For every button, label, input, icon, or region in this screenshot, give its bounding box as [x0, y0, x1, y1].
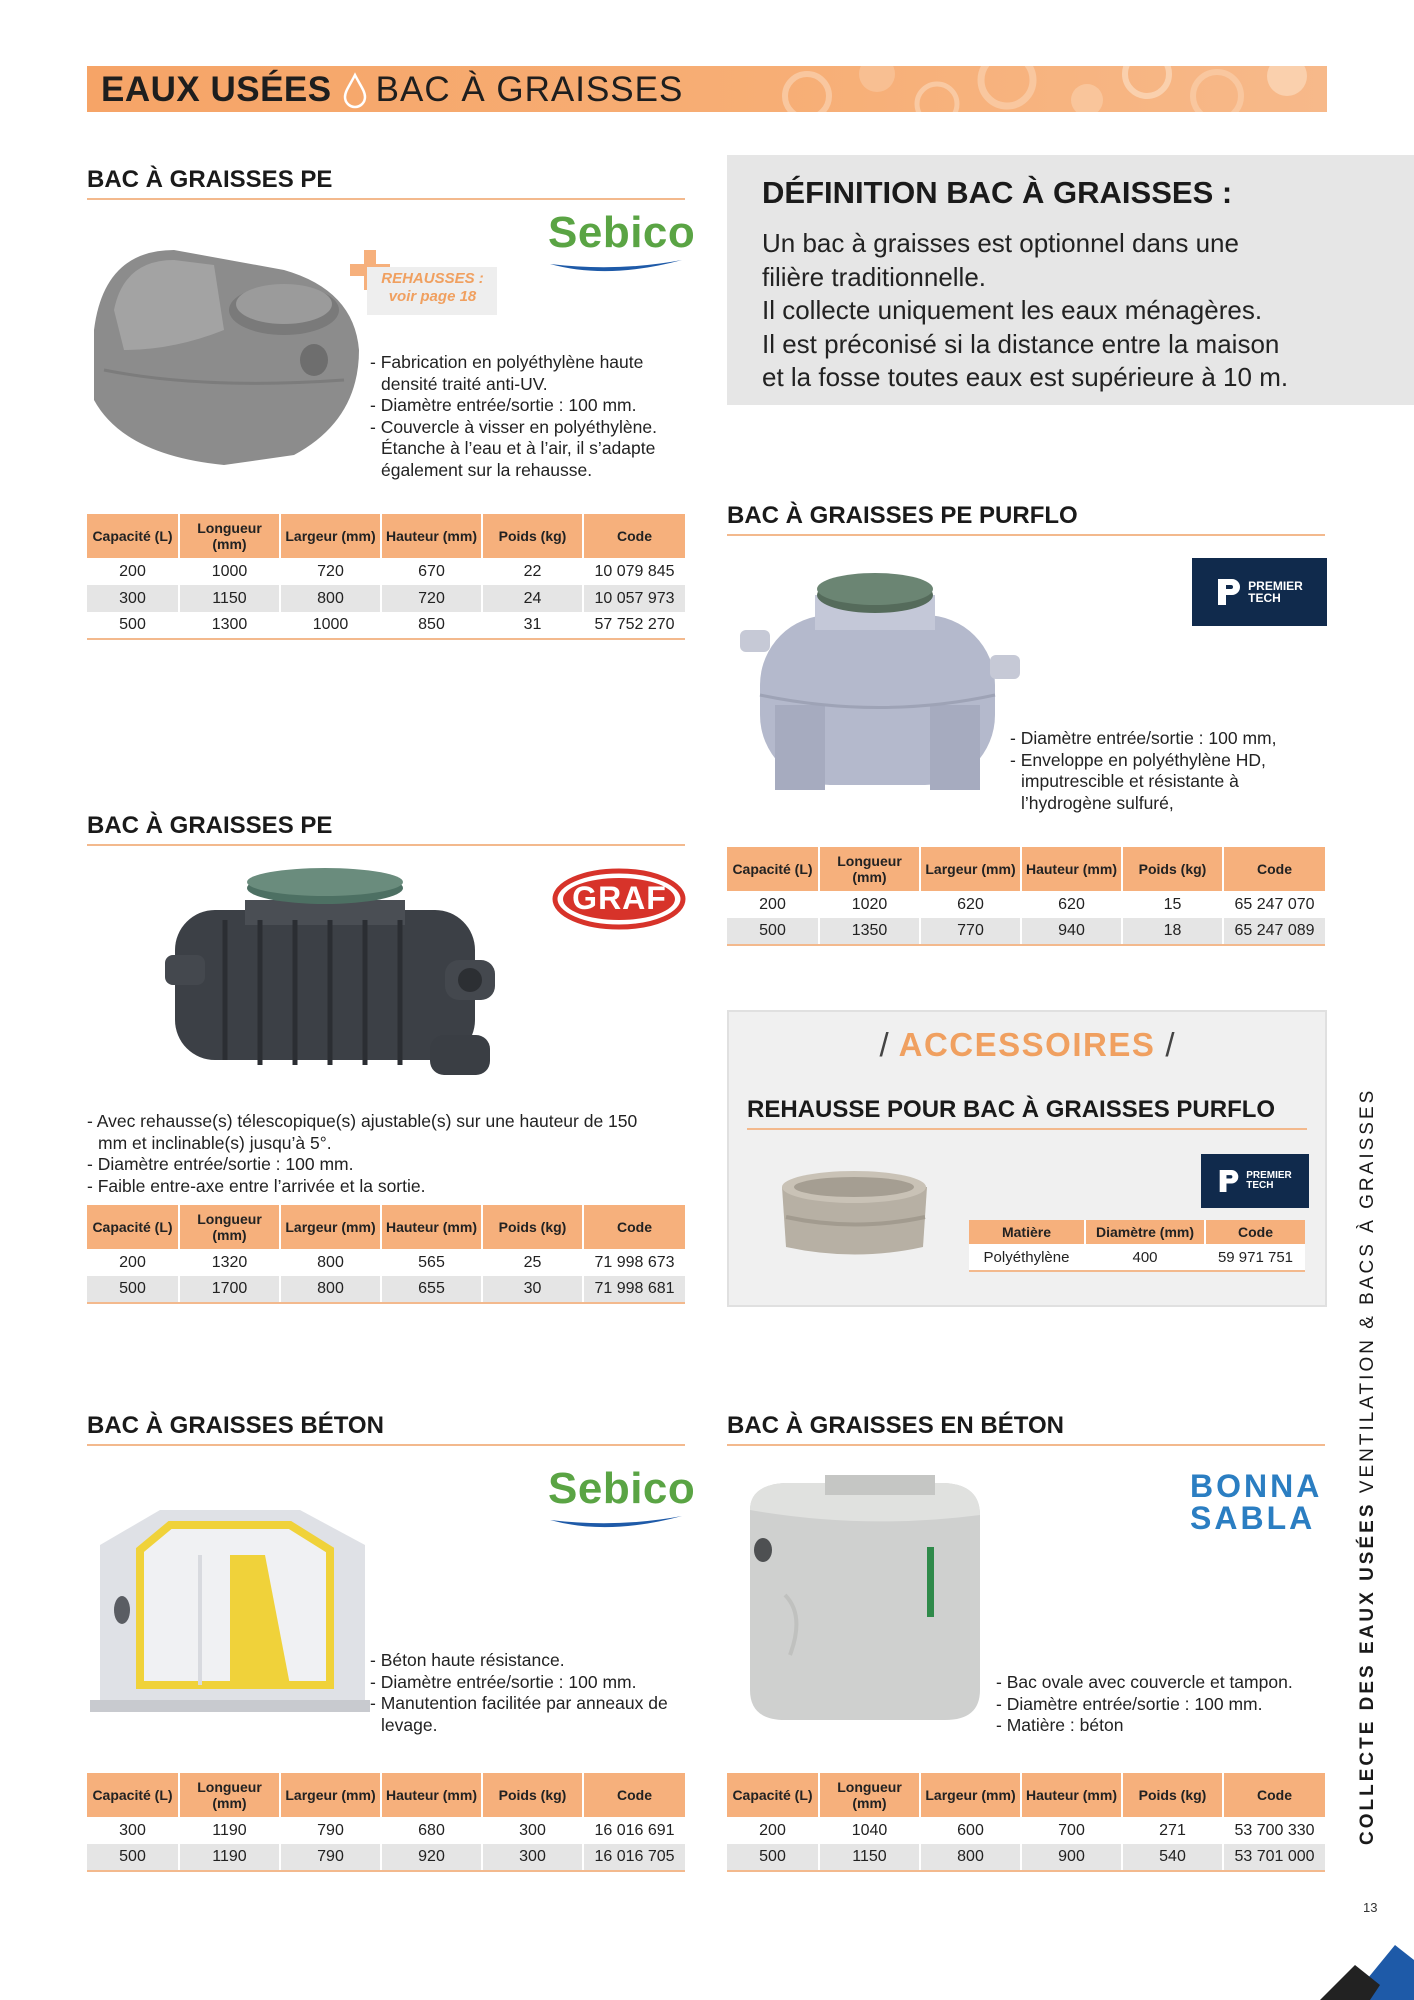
col-header: Capacité (L) [87, 1773, 179, 1817]
section-title-beton-bonna: BAC À GRAISSES EN BÉTON [727, 1412, 1064, 1439]
tank-image-graf [155, 860, 505, 1095]
col-header: Code [583, 1773, 685, 1817]
bullet-item: - Enveloppe en polyéthylène HD, imputrescible et résistante à l’hydrogène sulfuré, [1010, 749, 1266, 813]
table-row: 300 1150 800 720 24 10 057 973 [87, 585, 685, 612]
header-title-light: BAC À GRAISSES [375, 70, 684, 109]
bullet-item: - Faible entre-axe entre l’arrivée et la sortie. [87, 1175, 426, 1196]
col-header: Largeur (mm) [280, 1205, 381, 1249]
bullets-beton-sebico [370, 1650, 690, 1736]
col-header: Hauteur (mm) [381, 1773, 482, 1817]
definition-title: DÉFINITION BAC À GRAISSES : [762, 175, 1233, 210]
section-title-beton-sebico: BAC À GRAISSES BÉTON [87, 1412, 384, 1439]
spec-table-beton-sebico [87, 1773, 685, 1872]
bullets-beton-bonna [996, 1672, 1326, 1737]
col-header: Largeur (mm) [280, 1773, 381, 1817]
bullets-graf [87, 1111, 647, 1197]
col-header: Code [1205, 1220, 1305, 1244]
col-header: Poids (kg) [1122, 847, 1223, 891]
corner-decoration [1300, 1925, 1414, 2000]
table-row: 200 1320 800 565 25 71 998 673 [87, 1249, 685, 1276]
table-row: Polyéthylène 400 59 971 751 [969, 1244, 1305, 1271]
col-header: Capacité (L) [87, 1205, 179, 1249]
riser-image [777, 1162, 932, 1262]
col-header: Poids (kg) [482, 1205, 583, 1249]
col-header: Diamètre (mm) [1085, 1220, 1205, 1244]
col-header: Capacité (L) [87, 514, 179, 558]
sebico-logo: Sebico [548, 208, 695, 276]
graf-logo: GRAF [552, 868, 687, 930]
accessories-box [727, 1010, 1327, 1307]
bullet-item: - Diamètre entrée/sortie : 100 mm. [87, 1154, 354, 1174]
bullet-item: - Bac ovale avec couvercle et tampon. [996, 1672, 1293, 1692]
section-rule [87, 844, 685, 846]
bullet-item: - Diamètre entrée/sortie : 100 mm. [996, 1693, 1263, 1714]
rehausses-line-1: REHAUSSES : [381, 270, 484, 287]
table-row: 500 1350 770 940 18 65 247 089 [727, 918, 1325, 945]
col-header: Hauteur (mm) [381, 514, 482, 558]
table-row: 500 1190 790 920 300 16 016 705 [87, 1844, 685, 1871]
tank-image-purflo [740, 555, 1025, 805]
bullet-item: - Matière : béton [996, 1715, 1124, 1735]
table-row: 200 1020 620 620 15 65 247 070 [727, 891, 1325, 918]
table-row: 200 1040 600 700 271 53 700 330 [727, 1817, 1325, 1844]
col-header: Capacité (L) [727, 847, 819, 891]
spec-table-purflo [727, 847, 1325, 946]
col-header: Hauteur (mm) [1021, 847, 1122, 891]
col-header: Longueur (mm) [179, 1205, 280, 1249]
header-title-bold: EAUX USÉES [101, 70, 332, 109]
col-header: Largeur (mm) [920, 1773, 1021, 1817]
col-header: Longueur (mm) [819, 847, 920, 891]
table-row: 500 1150 800 900 540 53 701 000 [727, 1844, 1325, 1871]
spec-table-accessory [969, 1220, 1305, 1272]
accessories-heading: / ACCESSOIRES / [879, 1026, 1175, 1063]
rehausses-link[interactable]: voir page 18 [388, 288, 477, 305]
premier-tech-logo: PREMIER TECH [1192, 558, 1327, 626]
sebico-logo: Sebico [548, 1464, 695, 1532]
col-header: Longueur (mm) [179, 1773, 280, 1817]
table-row: 200 1000 720 670 22 10 079 845 [87, 558, 685, 585]
bullet-item: - Fabrication en polyéthylène haute densité traité anti-UV. [370, 352, 644, 394]
section-title-purflo: BAC À GRAISSES PE PURFLO [727, 502, 1078, 529]
col-header: Matière [969, 1220, 1085, 1244]
section-title-sebico-pe: BAC À GRAISSES PE [87, 166, 333, 193]
col-header: Code [1223, 1773, 1325, 1817]
premier-tech-mark-icon [1216, 577, 1242, 607]
col-header: Code [1223, 847, 1325, 891]
section-rule [87, 198, 685, 200]
water-drop-icon [342, 71, 368, 109]
bullet-item: - Diamètre entrée/sortie : 100 mm, [1010, 728, 1277, 748]
bullets-purflo [1010, 728, 1310, 814]
spec-table-sebico-pe [87, 514, 685, 640]
bullet-item: - Béton haute résistance. [370, 1650, 565, 1670]
col-header: Poids (kg) [1122, 1773, 1223, 1817]
table-row: 500 1700 800 655 30 71 998 681 [87, 1276, 685, 1303]
side-chapter-label: COLLECTE DES EAUX USÉES VENTILATION & BACS À GRAISSES [1357, 1087, 1378, 1845]
col-header: Largeur (mm) [280, 514, 381, 558]
bullets-sebico-pe [370, 352, 690, 481]
col-header: Longueur (mm) [179, 514, 280, 558]
definition-text: Un bac à graisses est optionnel dans une filière traditionnelle. Il collecte uniquement les eaux ménagères. Il est préconisé si la distance entre la maison et la fosse toutes eaux est supérieure à 10 m. [762, 228, 1289, 392]
col-header: Code [583, 514, 685, 558]
bonna-sabla-logo: BONNA SABLA [1190, 1468, 1323, 1536]
bullet-item: - Diamètre entrée/sortie : 100 mm. [370, 1671, 637, 1692]
col-header: Hauteur (mm) [381, 1205, 482, 1249]
bullet-item: - Diamètre entrée/sortie : 100 mm. [370, 395, 637, 415]
col-header: Hauteur (mm) [1021, 1773, 1122, 1817]
bubble-decoration [767, 66, 1327, 112]
bullet-item: - Avec rehausse(s) télescopique(s) ajustable(s) sur une hauteur de 150 mm et inclinable(s) jusqu’à 5°. [87, 1111, 638, 1153]
definition-box [727, 155, 1414, 405]
tank-image-beton-sebico [90, 1495, 370, 1725]
col-header: Poids (kg) [482, 1773, 583, 1817]
spec-table-graf [87, 1205, 685, 1304]
col-header: Code [583, 1205, 685, 1249]
tank-image-beton-bonna [745, 1475, 985, 1725]
premier-tech-logo: PREMIER TECH [1201, 1154, 1309, 1208]
col-header: Longueur (mm) [819, 1773, 920, 1817]
bullet-item: - Manutention facilitée par anneaux de levage. [370, 1693, 668, 1735]
table-row: 500 1300 1000 850 31 57 752 270 [87, 612, 685, 639]
section-rule [747, 1128, 1307, 1130]
section-rule [727, 534, 1325, 536]
col-header: Largeur (mm) [920, 847, 1021, 891]
col-header: Capacité (L) [727, 1773, 819, 1817]
rehausses-note [350, 250, 510, 320]
tank-image-sebico-pe [84, 240, 364, 470]
premier-tech-mark-icon [1218, 1168, 1240, 1194]
accessory-title: REHAUSSE POUR BAC À GRAISSES PURFLO [747, 1096, 1276, 1123]
section-rule [87, 1444, 685, 1446]
spec-table-beton-bonna [727, 1773, 1325, 1872]
table-row: 300 1190 790 680 300 16 016 691 [87, 1817, 685, 1844]
section-rule [727, 1444, 1325, 1446]
col-header: Poids (kg) [482, 514, 583, 558]
header-banner [87, 66, 1327, 112]
section-title-graf: BAC À GRAISSES PE [87, 812, 333, 839]
page-number: 13 [1363, 1900, 1378, 1915]
bullet-item: - Couvercle à visser en polyéthylène. Étanche à l’eau et à l’air, il s’adapte également sur la rehausse. [370, 416, 657, 480]
